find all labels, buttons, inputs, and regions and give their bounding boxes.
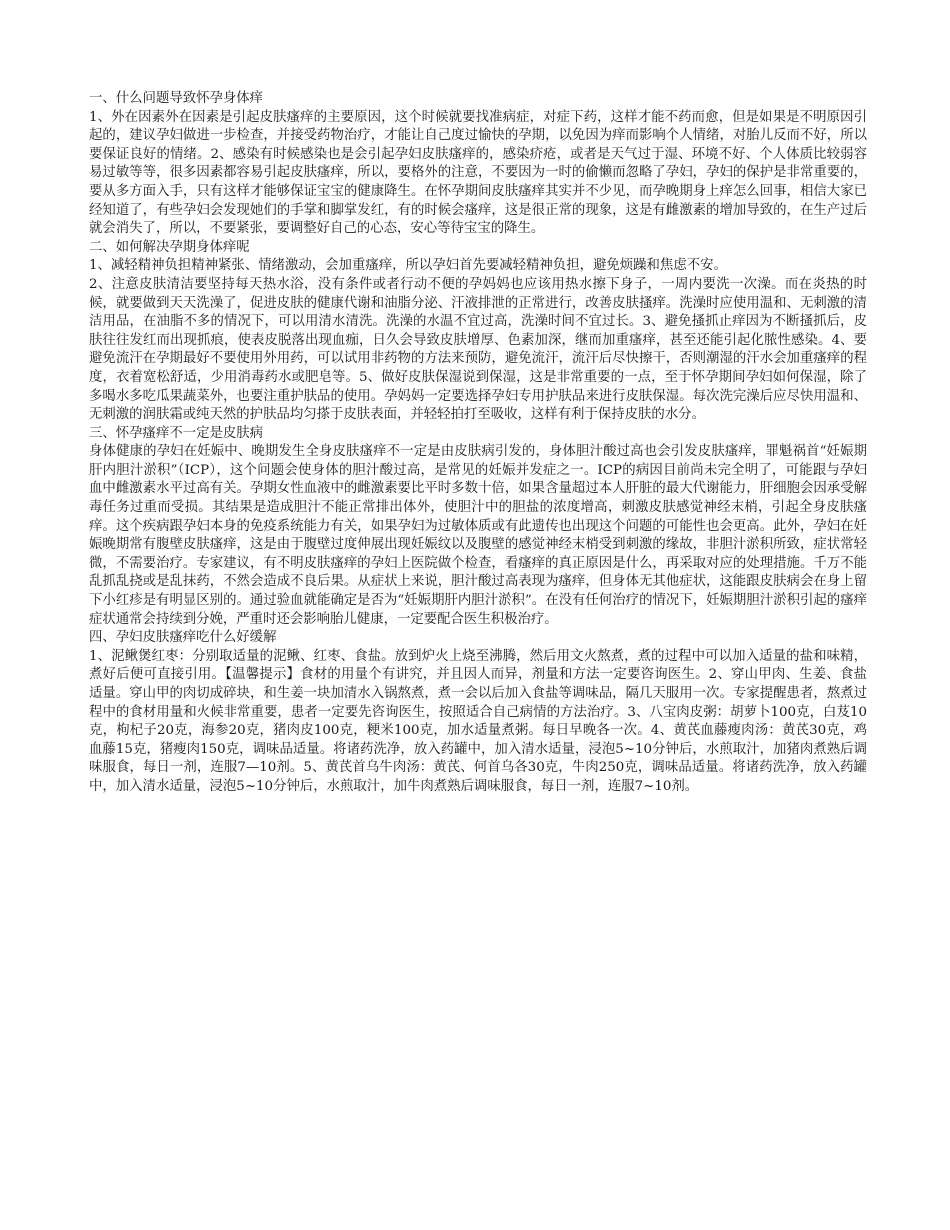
section-3-heading: 三、怀孕瘙痒不一定是皮肤病 [89,425,264,441]
section-4-heading: 四、孕妇皮肤瘙痒吃什么好缓解 [89,630,277,646]
section-2-paragraph-2: 2、注意皮肤清洁要坚持每天热水浴，没有条件或者行动不便的孕妈妈也应该用热水擦下身子，一周内要洗一次澡。而在炎热的时候，就要做到天天洗澡了，促进皮肤的健康代谢和油脂分泌、汗液排泄的正常进行，改善皮肤搔痒。洗澡时应使用温和、无刺激的清洁用品，在油脂不多的情况下，可以用清水清洗。洗澡的水温不宜过高，洗澡时间不宜过长。3、避免搔抓止痒因为不断搔抓后，皮肤往往发红而出现抓痕，使表皮脱落出现血痂，日久会导致皮肤增厚、色素加深，继而加重瘙痒，甚至还能引起化脓性感染。4、要避免流汗在孕期最好不要使用外用药，可以试用非药物的方法来预防，避免流汗，流汗后尽快擦干，否则潮湿的汗水会加重瘙痒的程度，衣着宽松舒适，少用消毒药水或肥皂等。5、做好皮肤保湿说到保湿，这是非常重要的一点，至于怀孕期间孕妇如何保湿，除了多喝水多吃瓜果蔬菜外，也要注重护肤品的使用。孕妈妈一定要选择孕妇专用护肤品来进行皮肤保湿。每次洗完澡后应尽快用温和、无刺激的润肤霜或纯天然的护肤品均匀搽于皮肤表面，并轻轻拍打至吸收，这样有利于保持皮肤的水分。 [89,276,867,423]
section-2-heading: 二、如何解决孕期身体痒呢 [89,239,250,255]
document-body [89,90,867,797]
section-1-paragraph-1: 1、外在因素外在因素是引起皮肤瘙痒的主要原因，这个时候就要找准病症，对症下药，这样才能不药而愈，但是如果是不明原因引起的，建议孕妇做进一步检查，并接受药物治疗，才能让自己度过愉快的孕期，以免因为痒而影响个人情绪，对胎儿反而不好，所以要保证良好的情绪。2、感染有时候感染也是会引起孕妇皮肤瘙痒的，感染疥疮，或者是天气过于湿、环境不好、个人体质比较弱容易过敏等等，很多因素都容易引起皮肤瘙痒，所以，要格外的注意，不要因为一时的偷懒而忽略了孕妇，孕妇的保护是非常重要的，要从多方面入手，只有这样才能够保证宝宝的健康降生。在怀孕期间皮肤瘙痒其实并不少见，而孕晚期身上痒怎么回事，相信大家已经知道了，有些孕妇会发现她们的手掌和脚掌发红，有的时候会瘙痒，这是很正常的现象，这是有雌激素的增加导致的，在生产过后就会消失了，所以，不要紧张，要调整好自己的心态，安心等待宝宝的降生。 [89,109,867,237]
section-1-heading: 一、什么问题导致怀孕身体痒 [89,91,264,106]
section-4-paragraph-1: 1、泥鳅煲红枣：分别取适量的泥鳅、红枣、食盐。放到炉火上烧至沸腾，然后用文火熬煮，煮的过程中可以加入适量的盐和味精，煮好后便可直接引用。【温馨提示】食材的用量个有讲究，并且因人而异，剂量和方法一定要咨询医生。2、穿山甲肉、生姜、食盐适量。穿山甲的肉切成碎块，和生姜一块加清水入锅熬煮，煮一会以后加入食盐等调味品，隔几天服用一次。专家提醒患者，熬煮过程中的食材用量和火候非常重要，患者一定要先咨询医生，按照适合自己病情的方法治疗。3、八宝肉皮粥：胡萝卜100克，白芨10克，枸杞子20克，海参20克，猪肉皮100克，粳米100克，加水适量煮粥。每日早晚各一次。4、黄芪血藤瘦肉汤：黄芪30克，鸡血藤15克，猪瘦肉150克，调味品适量。将诸药洗净，放入药罐中，加入清水适量，浸泡5~10分钟后，水煎取汁，加猪肉煮熟后调味服食，每日一剂，连服7—10剂。5、黄芪首乌牛肉汤：黄芪、何首乌各30克，牛肉250克，调味品适量。将诸药洗净，放入药罐中，加入清水适量，浸泡5~10分钟后，水煎取汁，加牛肉煮熟后调味服食，每日一剂，连服7~10剂。 [89,648,867,794]
section-2-paragraph-1: 1、减轻精神负担精神紧张、情绪激动，会加重瘙痒，所以孕妇首先要减轻精神负担，避免烦躁和焦虑不安。 [89,258,727,274]
section-3-paragraph-1: 身体健康的孕妇在妊娠中、晚期发生全身皮肤瘙痒不一定是由皮肤病引发的，身体胆汁酸过高也会引发皮肤瘙痒，罪魁祸首“妊娠期肝内胆汁淤积”（ICP），这个问题会使身体的胆汁酸过高，是常见的妊娠并发症之一。ICP的病因目前尚未完全明了，可能跟与孕妇血中雌激素水平过高有关。孕期女性血液中的雌激素要比平时多数十倍，如果含量超过本人肝脏的最大代谢能力，肝细胞会因承受解毒任务过重而受损。其结果是造成胆汁不能正常排出体外，使胆汁中的胆盐的浓度增高，刺激皮肤感觉神经末梢，引起全身皮肤瘙痒。这个疾病跟孕妇本身的免疫系统能力有关，如果孕妇为过敏体质或有此遗传也出现这个问题的可能性也会更高。此外，孕妇在妊娠晚期常有腹壁皮肤瘙痒，这是由于腹壁过度伸展出现妊娠纹以及腹壁的感觉神经末梢受到刺激的缘故，非胆汁淤积所致，症状常轻微，不需要治疗。专家建议，有不明皮肤瘙痒的孕妇上医院做个检查，看瘙痒的真正原因是什么，再采取对应的处理措施。千万不能乱抓乱挠或是乱抹药，不然会造成不良后果。从症状上来说，胆汁酸过高表现为瘙痒，但身体无其他症状，这能跟皮肤病会在身上留下小红疹是有明显区别的。通过验血就能确定是否为“妊娠期肝内胆汁淤积”。在没有任何治疗的情况下，妊娠期胆汁淤积引起的瘙痒症状通常会持续到分娩，严重时还会影响胎儿健康，一定要配合医生积极治疗。 [89,444,867,627]
